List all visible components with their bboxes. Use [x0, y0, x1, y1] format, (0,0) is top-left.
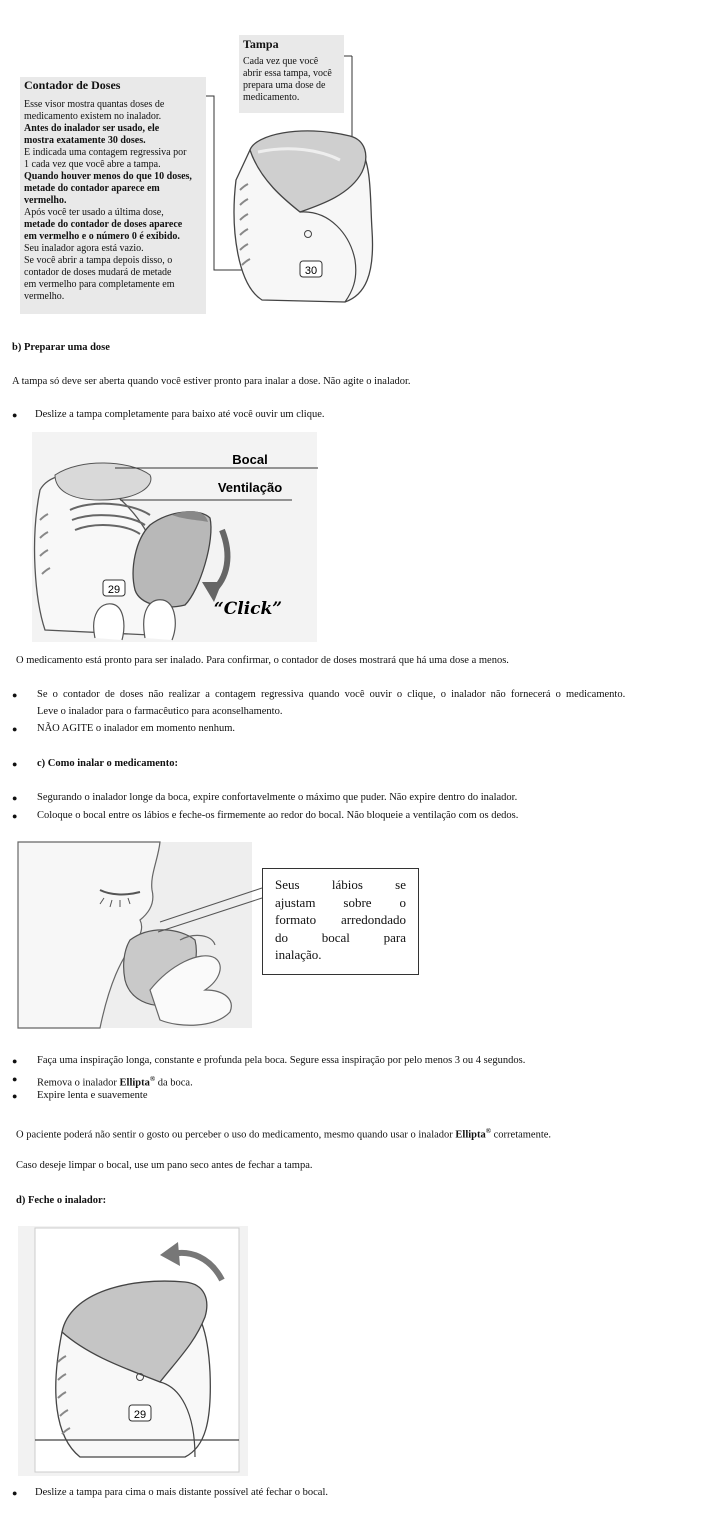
section-b-heading: b) Preparar uma dose	[12, 342, 110, 353]
contador-line: em vermelho e o número 0 é exibido.	[24, 231, 180, 242]
bullet-symbol: ●	[12, 1091, 18, 1101]
bullet-symbol: ●	[12, 759, 18, 769]
para-text: corretamente.	[491, 1129, 552, 1141]
contador-line: Após você ter usado a última dose,	[24, 207, 164, 218]
contador-title: Contador de Doses	[24, 78, 121, 92]
contador-line: 1 cada vez que você abre a tampa.	[24, 159, 161, 170]
dose-counter-value: 29	[107, 584, 121, 596]
bullet-symbol: ●	[12, 811, 18, 821]
contador-line: mostra exatamente 30 doses.	[24, 135, 146, 146]
callout-line: ajustam sobre o	[275, 894, 406, 910]
bullet-symbol: ●	[12, 690, 18, 700]
after-fig3-bullet-2	[37, 1072, 193, 1091]
registered-mark: ®	[149, 1075, 156, 1083]
section-c-heading: c) Como inalar o medicamento:	[37, 758, 178, 769]
section-d-heading: d) Feche o inalador:	[16, 1195, 107, 1206]
bullet-symbol: ●	[12, 1056, 18, 1066]
bullet-symbol: ●	[12, 1488, 18, 1498]
tampa-line: prepara uma dose de	[243, 80, 326, 91]
bullet-symbol: ●	[12, 1074, 18, 1084]
inhaler-closing-illustration	[0, 1222, 727, 1482]
after-fig3-para-2: Caso deseje limpar o bocal, use um pano seco antes de fechar a tampa.	[16, 1160, 313, 1171]
after-fig2-bullet-1-line1: Se o contador de doses não realizar a contagem regressiva quando você ouvir o clique, o inalador não fornecerá o medicamento.	[37, 689, 626, 700]
brand-ellipta: Ellipta	[119, 1077, 150, 1089]
after-fig2-para: O medicamento está pronto para ser inalado. Para confirmar, o contador de doses mostrará que há uma dose a menos.	[16, 655, 509, 666]
after-fig3-bullet-3: Expire lenta e suavemente	[37, 1090, 148, 1101]
callout-line: formato arredondado	[275, 912, 406, 927]
inhaler-closed-illustration	[0, 0, 727, 330]
brand-ellipta: Ellipta	[455, 1129, 486, 1141]
tampa-line: medicamento.	[243, 92, 300, 103]
para-text: O paciente poderá não sentir o gosto ou perceber o uso do medicamento, mesmo quando usar o inalador	[16, 1129, 456, 1141]
after-fig2-bullet-1-line2: Leve o inalador para o farmacêutico para aconselhamento.	[37, 706, 283, 717]
contador-line: metade do contador de doses aparece	[24, 219, 183, 230]
section-b-intro: A tampa só deve ser aberta quando você estiver pronto para inalar a dose. Não agite o inalador.	[12, 376, 411, 387]
contador-line: Seu inalador agora está vazio.	[24, 243, 144, 254]
bullet-symbol: ●	[12, 410, 18, 420]
dose-counter-value: 30	[304, 265, 318, 277]
section-c-bullet-1: Segurando o inalador longe da boca, expire confortavelmente o máximo que puder. Não expire dentro do inalador.	[37, 792, 518, 803]
section-d-bullet-1: Deslize a tampa para cima o mais distante possível até fechar o bocal.	[35, 1487, 329, 1498]
callout-line: inalação.	[275, 947, 322, 962]
section-b-bullet-1: Deslize a tampa completamente para baixo até você ouvir um clique.	[35, 409, 325, 420]
inhaler-opening-illustration	[0, 430, 727, 650]
callout-line: Seus lábios se	[275, 877, 406, 892]
contador-line: Se você abrir a tampa depois disso, o	[24, 255, 173, 266]
after-fig3-para-1	[16, 1124, 551, 1143]
label-bocal: Bocal	[232, 452, 268, 467]
after-fig3-bullet-1: Faça uma inspiração longa, constante e profunda pela boca. Segure essa inspiração por pelo menos 3 ou 4 segundos.	[37, 1055, 526, 1066]
section-c-bullet-2: Coloque o bocal entre os lábios e feche-os firmemente ao redor do bocal. Não bloqueie a ventilação com os dedos.	[37, 810, 519, 821]
contador-line: Quando houver menos do que 10 doses,	[24, 171, 192, 182]
contador-line: metade do contador aparece em	[24, 183, 160, 194]
dose-counter-value: 29	[133, 1409, 147, 1421]
contador-line: E indicada uma contagem regressiva por	[24, 147, 187, 158]
lips-callout	[262, 868, 419, 975]
tampa-line: Cada vez que você	[243, 56, 319, 67]
callout-line: do bocal para	[275, 929, 406, 945]
contador-line: vermelho.	[24, 195, 67, 206]
contador-line: medicamento existem no inalador.	[24, 111, 162, 122]
label-ventilacao: Ventilação	[217, 480, 283, 495]
contador-line: em vermelho para completamente em	[24, 279, 175, 290]
contador-line: contador de doses mudará de metade	[24, 267, 172, 278]
contador-line: Esse visor mostra quantas doses de	[24, 99, 165, 110]
after-fig2-bullet-2: NÃO AGITE o inalador em momento nenhum.	[37, 723, 236, 734]
bullet-2-text: Remova o inalador	[37, 1077, 120, 1089]
bullet-symbol: ●	[12, 793, 18, 803]
click-label: “Click”	[213, 599, 283, 619]
tampa-title: Tampa	[243, 37, 279, 51]
registered-mark: ®	[485, 1127, 491, 1135]
bullet-symbol: ●	[12, 724, 18, 734]
bullet-2-text: da boca.	[155, 1077, 193, 1089]
tampa-line: abrir essa tampa, você	[243, 68, 332, 79]
contador-line: vermelho.	[24, 291, 65, 302]
contador-line: Antes do inalador ser usado, ele	[24, 123, 160, 134]
